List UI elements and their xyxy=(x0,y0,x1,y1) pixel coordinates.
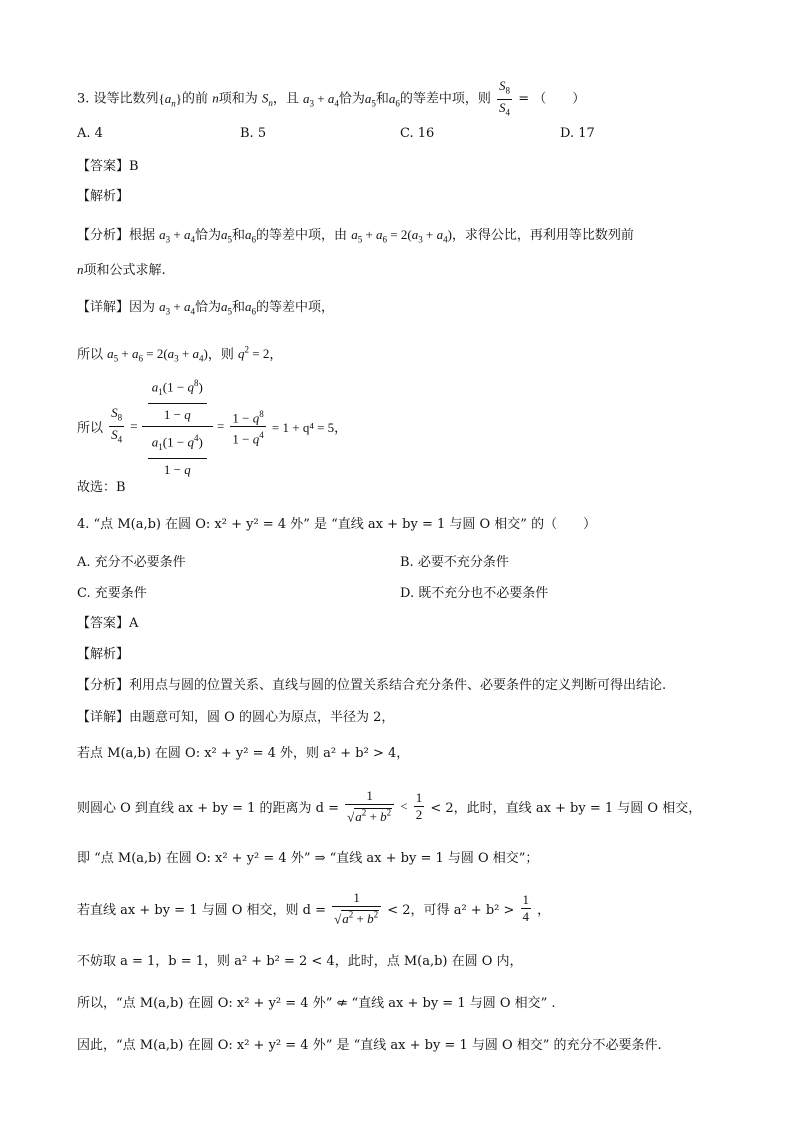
q3-stem-text: 3. 设等比数列 xyxy=(77,91,159,107)
q3-option-a: A. 4 xyxy=(77,126,103,141)
q3-option-c: C. 16 xyxy=(400,126,435,141)
q3-option-d: D. 17 xyxy=(560,126,595,141)
q4-xj-text: < 2，此时，直线 ax + by = 1 与圆 O 相交， xyxy=(430,801,702,817)
q3-stem: 3. 设等比数列$\{a_n\}$的前 n项和为 $S_n$，且 $a_3 + a_4$恰为$a_5$和$a_6$的等差中项，则 $\frac{S_8}{S_4}$ = （ ） xyxy=(77,78,585,120)
q3-fenxi-text: 恰为 xyxy=(195,228,222,243)
q4-answer: 【答案】A xyxy=(77,616,139,631)
q3-stem-text: 的前 xyxy=(182,91,209,107)
q4-option-a: A. 充分不必要条件 xyxy=(77,555,186,570)
q3-option-b: B. 5 xyxy=(240,126,267,141)
q4-xj-text: 由题意可知，圆 O 的圆心为原点，半径为 2， xyxy=(129,710,395,725)
fenxi-tag: 【分析】 xyxy=(77,228,130,243)
q3-xiangjie-2: 所以 $a_5 + a_6 = 2(a_3 + a_4)$，则 $q^2 = 2$， xyxy=(77,345,283,364)
q3-stem-text: 和 xyxy=(375,91,389,107)
q4-option-c: C. 充要条件 xyxy=(77,586,147,601)
fenxi-tag: 【分析】 xyxy=(77,678,130,693)
xiangjie-tag: 【详解】 xyxy=(77,300,130,315)
q4-xiangjie-4: 即 “点 M(a,b) 在圆 O: x² + y² = 4 外” ⇒ “直线 ax + by = 1 与圆 O 相交”； xyxy=(77,851,539,866)
q4-stem: 4. “点 M(a,b) 在圆 O: x² + y² = 4 外” 是 “直线 ax + by = 1 与圆 O 相交” 的（ ） xyxy=(77,517,597,532)
q3-analysis-title: 【解析】 xyxy=(77,189,130,204)
q3-stem-text: 恰为 xyxy=(338,91,365,107)
q3-fenxi-text: ，求得公比，再利用等比数列前 xyxy=(451,228,634,243)
half-fraction: $\frac{1}{2}$ xyxy=(415,790,423,823)
q3-xj-text: ， xyxy=(269,347,283,363)
distance-fraction: $\frac{1}{√a^2 + b^2}$ xyxy=(332,890,381,927)
q4-xj-text: ， xyxy=(537,903,551,919)
s8-over-s4-fraction: $\frac{S_8}{S_4}$ xyxy=(499,78,511,118)
q4-fenxi xyxy=(77,676,666,696)
q3-fenxi-text: 和 xyxy=(232,228,246,243)
q3-stem-text: ，且 xyxy=(272,91,299,107)
q4-xiangjie-5 xyxy=(77,890,550,927)
q3-xj-text: 的等差中项， xyxy=(256,300,335,315)
q4-xiangjie-7: 所以，“点 M(a,b) 在圆 O: x² + y² = 4 外” ⇍ “直线 ax + by = 1 与圆 O 相交” . xyxy=(77,996,556,1011)
q3-xj-text: ，则 xyxy=(207,347,234,363)
quarter-fraction: $\frac{1}{4}$ xyxy=(522,892,530,925)
q3-stem-text: 项和为 xyxy=(218,91,258,107)
q4-xiangjie-1 xyxy=(77,708,394,728)
q4-option-b: B. 必要不充分条件 xyxy=(400,555,509,570)
q3-xj-text: 所以 xyxy=(77,347,104,363)
q4-xiangjie-6: 不妨取 a = 1，b = 1，则 a² + b² = 2 < 4，此时，点 M(a,b) 在圆 O 内， xyxy=(77,954,523,969)
q3-xj-text: 所以 xyxy=(77,420,104,436)
q3-xj-text: 因为 xyxy=(129,300,156,315)
q3-fenxi-line2: n项和公式求解. xyxy=(77,262,166,278)
q3-answer: 【答案】B xyxy=(77,159,139,174)
q3-xiangjie-1: 【详解】因为 $a_3 + a_4$恰为$a_5$和$a_6$的等差中项， xyxy=(77,299,335,317)
s8-over-s4-fraction: $\frac{S_8}{S_4}$ xyxy=(111,405,123,445)
xiangjie-tag: 【详解】 xyxy=(77,710,130,725)
distance-fraction: $\frac{1}{√a^2 + b^2}$ xyxy=(345,788,394,825)
q3-fenxi-text: 项和公式求解. xyxy=(83,263,166,278)
q4-option-d: D. 既不充分也不必要条件 xyxy=(400,586,549,601)
q4-xj-text: 若直线 ax + by = 1 与圆 O 相交，则 d = xyxy=(77,903,326,919)
q4-analysis-title: 【解析】 xyxy=(77,647,130,662)
q4-xj-text: < 2，可得 a² + b² > xyxy=(387,903,515,919)
q4-fenxi-text: 利用点与圆的位置关系、直线与圆的位置关系结合充分条件、必要条件的定义判断可得出结论. xyxy=(129,678,667,693)
q4-xiangjie-2: 若点 M(a,b) 在圆 O: x² + y² = 4 外，则 a² + b² > 4， xyxy=(77,746,410,761)
q3-stem-text: 的等差中项，则 xyxy=(399,91,491,107)
q3-stem-text: = （ ） xyxy=(518,91,586,107)
q3-conclusion: 故选：B xyxy=(77,480,126,495)
q3-xj-result: = 1 + q⁴ = 5， xyxy=(271,419,348,435)
q3-fenxi-text: 根据 xyxy=(129,228,156,243)
q3-xiangjie-3: 所以 $\frac{S_8}{S_4}$ = $\frac{\frac{a_1(1 - q^8)}{1 - q}}{\frac{a_1(1 - q^4)}{1 - q}}$ = $\frac{1 - q^8}{1 - q^4}$ = 1 + q⁴ = 5， xyxy=(77,372,347,481)
q3-xj-text: 和 xyxy=(232,300,246,315)
q4-xiangjie-3: 则圆心 O 到直线 ax + by = 1 的距离为 d = $\frac{1}{√a^2 + b^2}$ < $\frac{1}{2}$ < 2，此时，直线 ax + by = 1 与圆 O 相交， xyxy=(77,788,702,825)
q4-xj-text: 则圆心 O 到直线 ax + by = 1 的距离为 d = xyxy=(77,801,339,817)
q3-fenxi: 【分析】根据 $a_3 + a_4$恰为$a_5$和$a_6$的等差中项，由 $a_5 + a_6 = 2(a_3 + a_4)$，求得公比，再利用等比数列前 xyxy=(77,227,634,245)
q4-xiangjie-8: 因此，“点 M(a,b) 在圆 O: x² + y² = 4 外” 是 “直线 ax + by = 1 与圆 O 相交” 的充分不必要条件. xyxy=(77,1038,662,1053)
q3-fenxi-text: 的等差中项，由 xyxy=(256,228,348,243)
q-ratio-fraction: $\frac{1 - q^8}{1 - q^4}$ xyxy=(230,406,265,448)
q3-xj-text: 恰为 xyxy=(195,300,222,315)
sum-ratio-fraction: $\frac{\frac{a_1(1 - q^8)}{1 - q}}{\frac{a_1(1 - q^4)}{1 - q}}$ xyxy=(142,372,213,481)
